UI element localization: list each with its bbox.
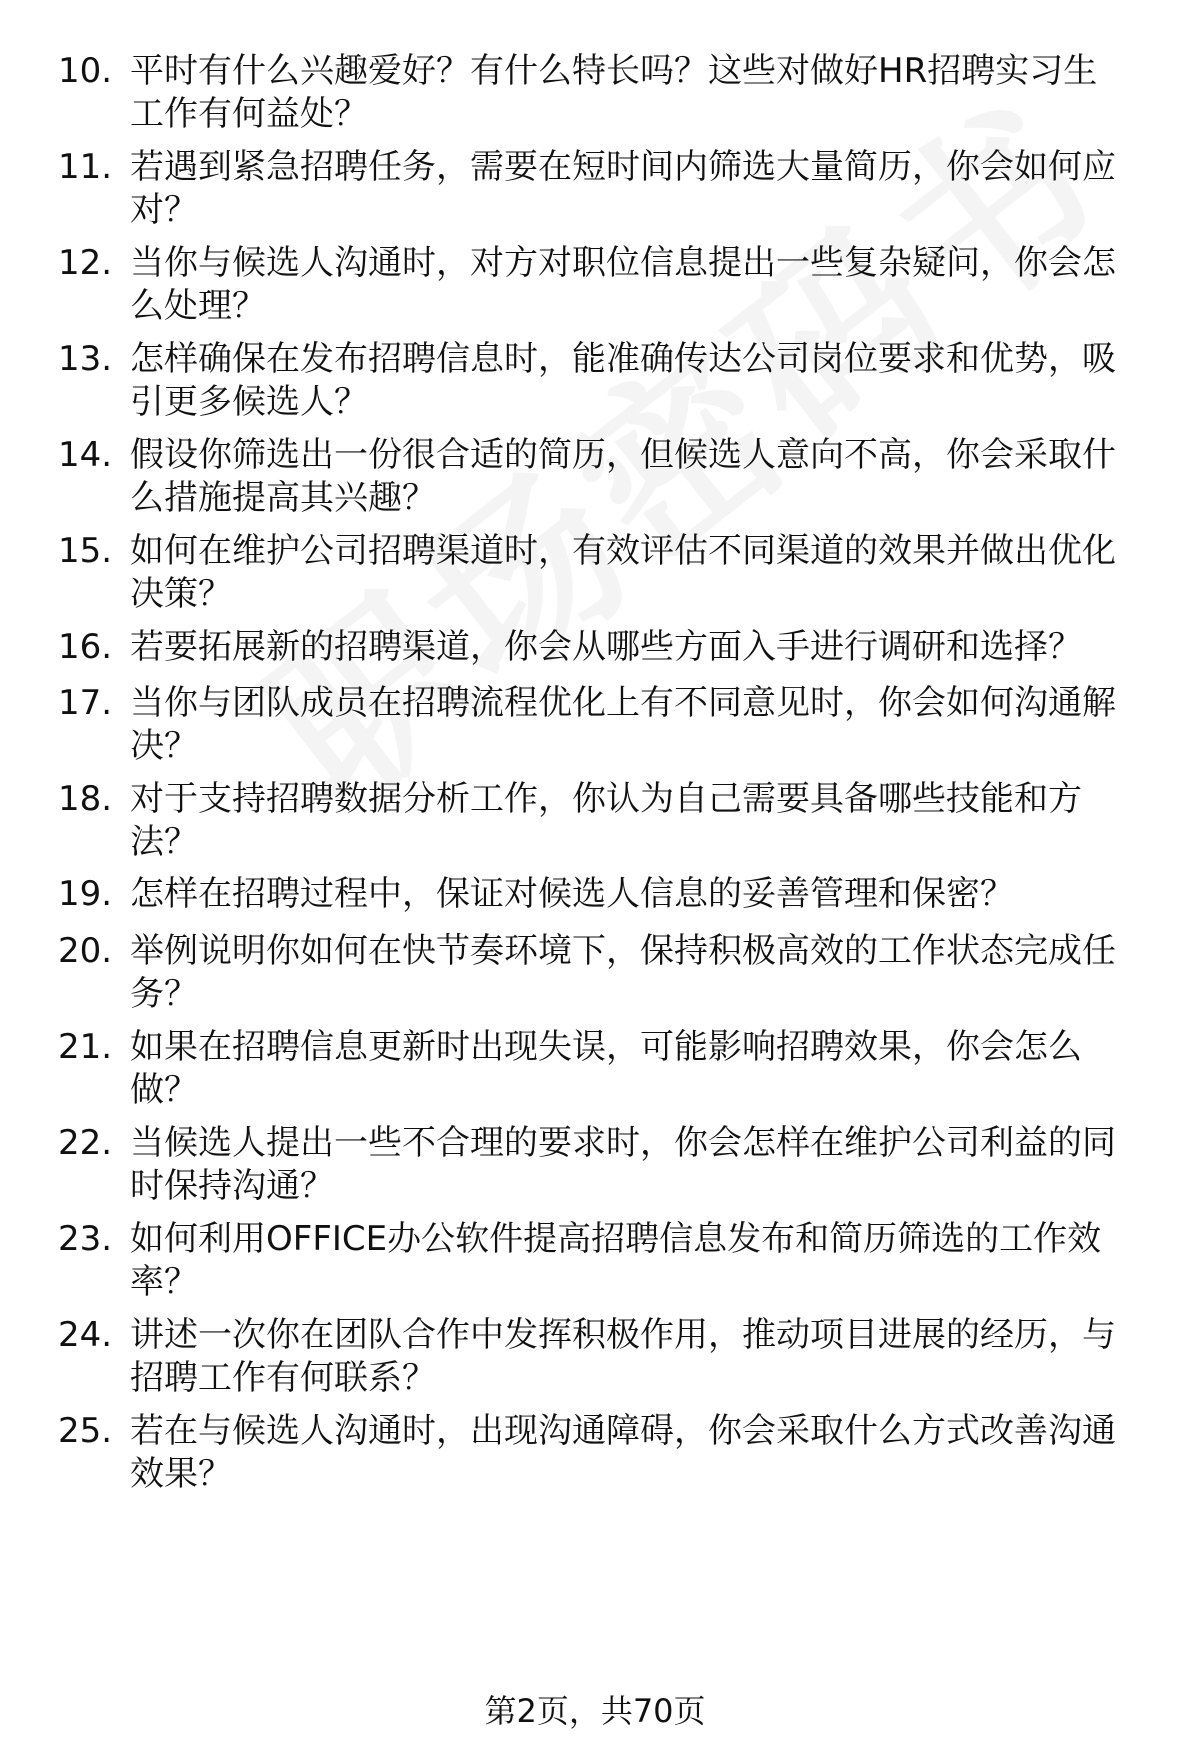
question-number: 10.	[58, 51, 113, 91]
question-text: 假设你筛选出一份很合适的简历，但候选人意向不高，你会采取什么措施提高其兴趣？	[130, 435, 1116, 518]
question-number: 20.	[58, 931, 113, 971]
question-text: 讲述一次你在团队合作中发挥积极作用，推动项目进展的经历，与招聘工作有何联系？	[130, 1315, 1116, 1398]
question-text: 举例说明你如何在快节奏环境下，保持积极高效的工作状态完成任务？	[130, 931, 1116, 1014]
question-item	[58, 1410, 1158, 1496]
question-number: 19.	[58, 874, 113, 914]
question-number: 14.	[58, 435, 113, 475]
question-item	[58, 242, 1158, 328]
page-footer: 第2页，共70页	[484, 1692, 706, 1730]
question-number: 22.	[58, 1123, 113, 1163]
question-number: 17.	[58, 683, 113, 723]
question-item	[58, 1218, 1158, 1304]
question-item	[58, 626, 1158, 669]
question-text: 平时有什么兴趣爱好？有什么特长吗？这些对做好HR招聘实习生工作有何益处？	[130, 51, 1098, 134]
question-text: 如何利用OFFICE办公软件提高招聘信息发布和简历筛选的工作效率？	[130, 1219, 1102, 1302]
question-item	[58, 930, 1158, 1016]
question-number: 18.	[58, 779, 113, 819]
question-number: 15.	[58, 531, 113, 571]
question-item	[58, 778, 1158, 864]
question-text: 若遇到紧急招聘任务，需要在短时间内筛选大量简历，你会如何应对？	[130, 147, 1116, 230]
question-item	[58, 1314, 1158, 1400]
question-item	[58, 50, 1158, 136]
question-number: 11.	[58, 147, 113, 187]
question-text: 怎样在招聘过程中，保证对候选人信息的妥善管理和保密？	[130, 874, 1014, 914]
question-item	[58, 530, 1158, 616]
question-item	[58, 146, 1158, 232]
question-text: 当你与候选人沟通时，对方对职位信息提出一些复杂疑问，你会怎么处理？	[130, 243, 1116, 326]
question-number: 16.	[58, 627, 113, 667]
question-text: 如果在招聘信息更新时出现失误，可能影响招聘效果，你会怎么做？	[130, 1027, 1082, 1110]
question-item	[58, 434, 1158, 520]
question-item	[58, 1122, 1158, 1208]
question-text: 怎样确保在发布招聘信息时，能准确传达公司岗位要求和优势，吸引更多候选人？	[130, 339, 1116, 422]
question-number: 13.	[58, 339, 113, 379]
question-number: 23.	[58, 1219, 113, 1259]
question-number: 24.	[58, 1315, 113, 1355]
question-item	[58, 338, 1158, 424]
question-number: 25.	[58, 1411, 113, 1451]
question-item	[58, 1026, 1158, 1112]
question-text: 当候选人提出一些不合理的要求时，你会怎样在维护公司利益的同时保持沟通？	[130, 1123, 1116, 1206]
question-text: 若要拓展新的招聘渠道，你会从哪些方面入手进行调研和选择？	[130, 627, 1082, 667]
question-item	[58, 873, 1158, 916]
question-number: 12.	[58, 243, 113, 283]
question-text: 若在与候选人沟通时，出现沟通障碍，你会采取什么方式改善沟通效果？	[130, 1411, 1116, 1494]
question-text: 当你与团队成员在招聘流程优化上有不同意见时，你会如何沟通解决？	[130, 683, 1116, 766]
question-number: 21.	[58, 1027, 113, 1067]
question-text: 对于支持招聘数据分析工作，你认为自己需要具备哪些技能和方法？	[130, 779, 1082, 862]
question-text: 如何在维护公司招聘渠道时，有效评估不同渠道的效果并做出优化决策？	[130, 531, 1116, 614]
question-item	[58, 682, 1158, 768]
